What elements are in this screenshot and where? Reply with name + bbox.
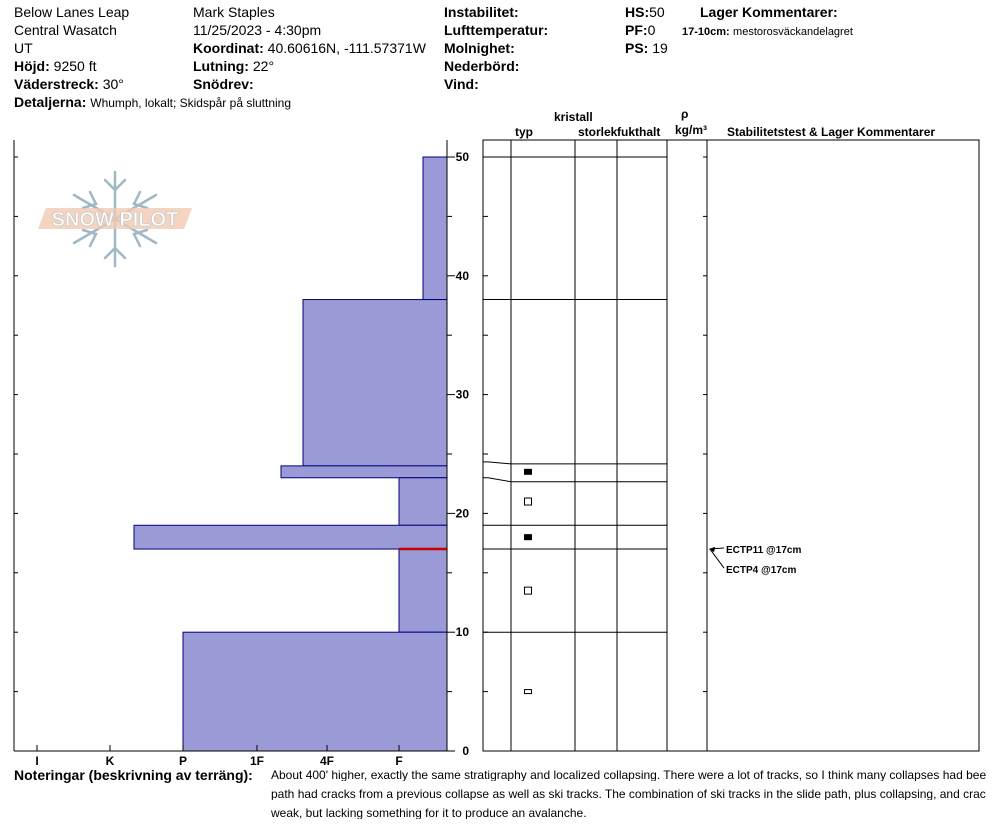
depth-tick-label: 20 (455, 506, 469, 521)
stability-header: Stabilitetstest & Lager Kommentarer (727, 125, 936, 139)
hardness-layer-5 (134, 525, 447, 549)
instability-label: Instabilitet: (444, 4, 519, 20)
ps-label: PS: (625, 40, 649, 56)
crystal-marker-filled (524, 469, 532, 475)
hardness-tick-label: 4F (319, 754, 335, 768)
details-value: Whumph, lokalt; Skidspår på sluttning (90, 96, 292, 110)
snowpilot-logo (38, 172, 192, 266)
stability-tests (709, 545, 801, 576)
depth-tick-label: 0 (462, 744, 469, 758)
ps-value: 19 (652, 40, 668, 56)
hardness-tick-label: 1F (249, 754, 265, 768)
coordinate-value: 40.60616N, -111.57371W (267, 40, 426, 56)
hardness-layer-1 (423, 157, 447, 300)
hardness-layer-2 (303, 300, 447, 466)
precipitation-label: Nederbörd: (444, 58, 520, 74)
size-header: storlek (578, 126, 618, 138)
region-name: Central Wasatch (14, 22, 117, 38)
pf-value: 0 (647, 22, 656, 38)
hardness-tick-label: K (105, 754, 115, 768)
layer-comment-text: mestorosväckandelagret (733, 26, 853, 38)
layer-table (483, 140, 979, 751)
elevation-value: 9250 ft (53, 58, 97, 74)
air-temperature-label: Lufttemperatur: (444, 22, 549, 38)
rho-header: ρ (681, 107, 689, 121)
coordinate-label: Koordinat: (193, 40, 264, 56)
pf-label: PF: (625, 22, 648, 38)
hs-label: HS: (625, 4, 650, 20)
hs-value: 50 (649, 4, 665, 20)
slope-label: Lutning: (193, 58, 249, 74)
table-connector (483, 462, 511, 464)
table-frame (483, 140, 979, 751)
hardness-layer-6 (399, 549, 447, 632)
drift-label: Snödrev: (193, 76, 254, 92)
slope-value: 22° (252, 58, 275, 74)
hardness-tick-label: F (395, 754, 403, 768)
crystal-marker-small (525, 690, 532, 694)
notes-line-2: path had cracks from a previous collapse as well as ski tracks. The combination of ski tracks in the slide path, plus collapsing, and crac (271, 788, 986, 800)
stability-test-label: ECTP11 @17cm (726, 545, 802, 557)
table-connector (483, 478, 511, 482)
elevation-label: Höjd: (14, 58, 50, 74)
hardness-layer-7 (183, 632, 447, 751)
hardness-layer-4 (399, 478, 447, 526)
state-name: UT (14, 40, 33, 56)
cloud-label: Molnighet: (444, 40, 515, 56)
hardness-tick-label: P (178, 754, 188, 768)
type-header: typ (515, 125, 533, 139)
aspect-label: Väderstreck: (14, 76, 99, 92)
layer-comment-depth: 17-10cm: (682, 26, 730, 38)
hardness-tick-label: I (35, 754, 39, 768)
layer-comments-title: Lager Kommentarer: (700, 4, 838, 20)
stability-test-label: ECTP4 @17cm (726, 565, 797, 577)
notes-line-3: weak, but lacking something for it to produce an avalanche. (271, 807, 587, 819)
notes-line-1: About 400' higher, exactly the same stratigraphy and localized collapsing. There were a lot of tracks, so I think many collapses had bee (271, 769, 987, 781)
logo-text: SNOW PILOT (51, 209, 179, 231)
hardness-layer-3 (281, 466, 447, 478)
hardness-layers (134, 157, 447, 751)
moisture-header: fukthalt (617, 125, 661, 139)
wind-label: Vind: (444, 76, 479, 92)
aspect-value: 30° (102, 76, 124, 92)
depth-tick-label: 40 (455, 268, 469, 283)
stability-test-arrow (710, 549, 724, 568)
depth-tick-label: 10 (455, 625, 469, 640)
crystal-header: kristall (554, 110, 593, 124)
crystal-marker-filled (524, 534, 532, 540)
details-label: Detaljerna: (14, 94, 87, 110)
crystal-markers (524, 469, 532, 694)
crystal-marker-open (525, 587, 532, 594)
location-name: Below Lanes Leap (14, 4, 130, 20)
depth-tick-label: 30 (455, 387, 469, 402)
observer-name: Mark Staples (193, 4, 275, 20)
observation-datetime: 11/25/2023 - 4:30pm (193, 22, 322, 38)
notes-label: Noteringar (beskrivning av terräng): (14, 767, 253, 783)
crystal-marker-open (525, 498, 532, 505)
depth-tick-label: 50 (455, 150, 469, 164)
density-unit-header: kg/m³ (675, 123, 708, 137)
